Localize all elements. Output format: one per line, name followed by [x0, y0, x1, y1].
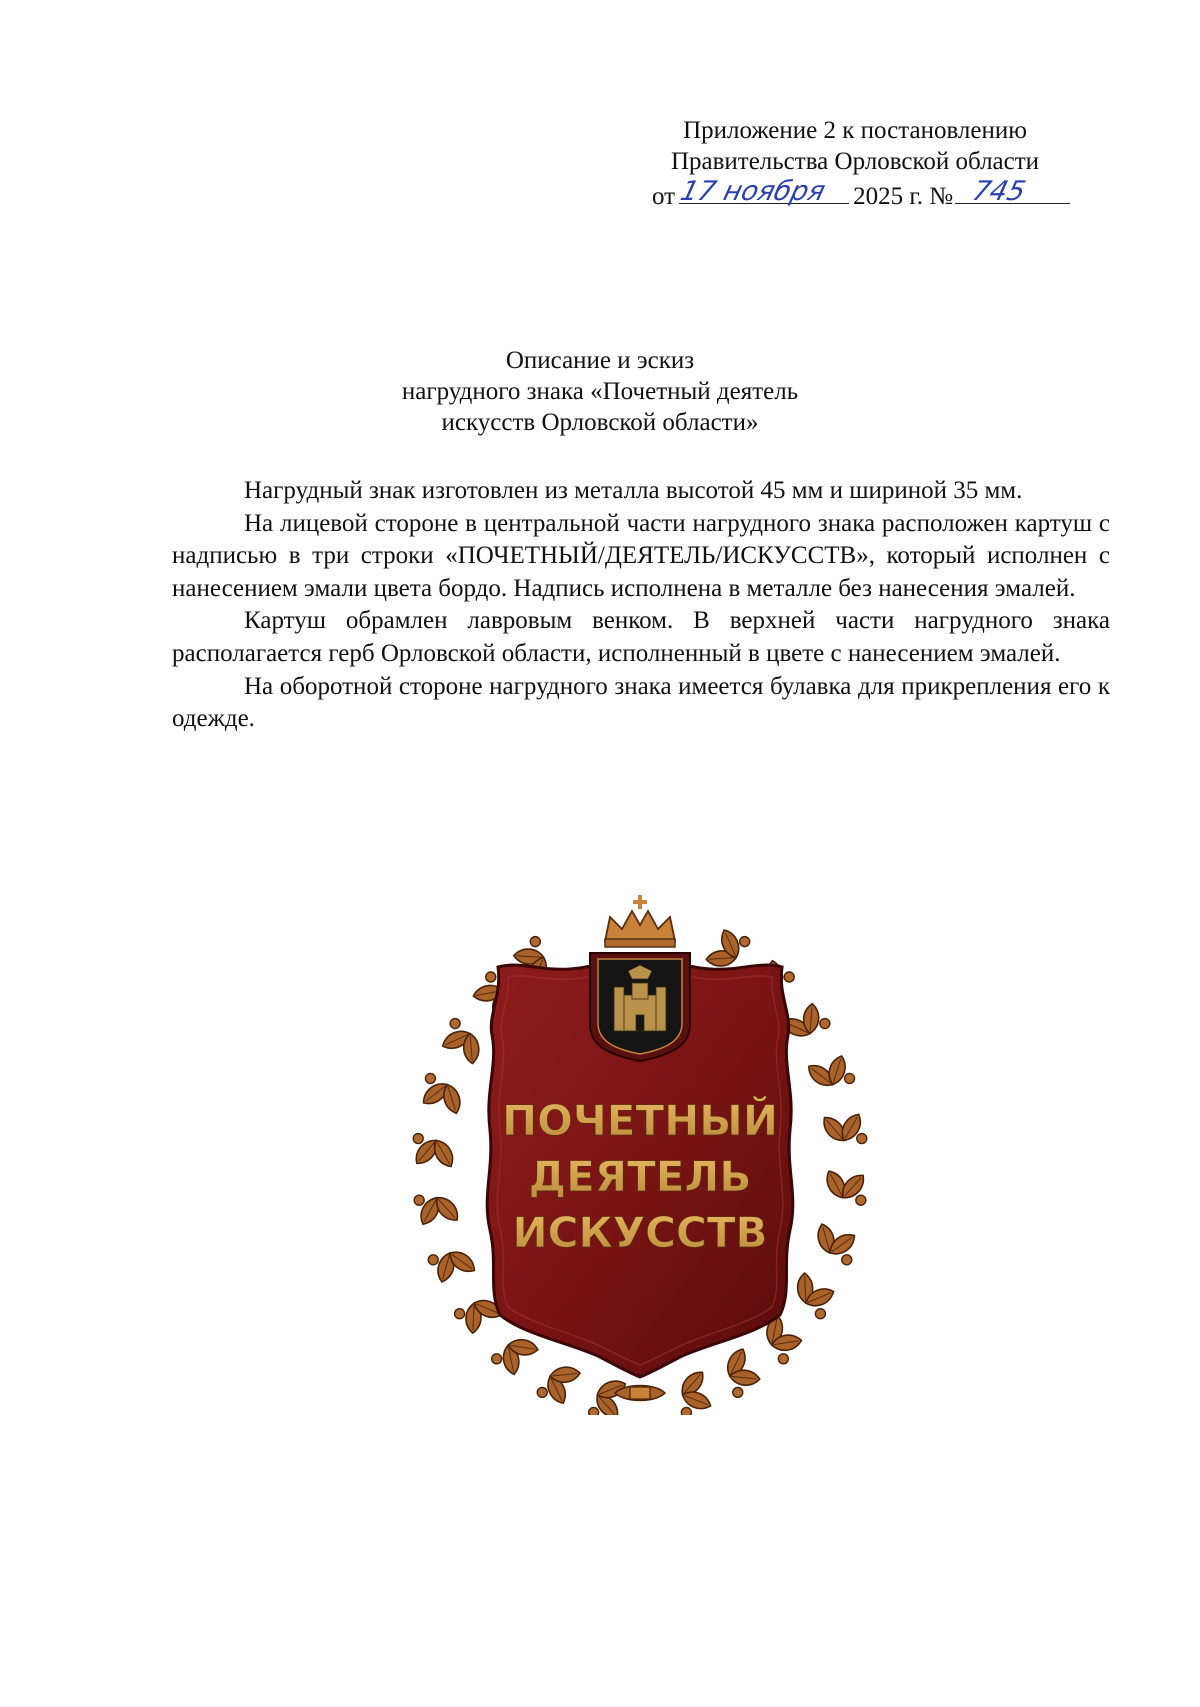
date-blank [677, 176, 849, 207]
appendix-line-2: Правительства Орловской области [670, 148, 1040, 175]
appendix-header [620, 115, 1090, 212]
laurel-berry [425, 1073, 435, 1083]
laurel-berry [589, 1407, 599, 1415]
coat-of-arms-shield [590, 953, 690, 1061]
number-blank [955, 176, 1070, 207]
laurel-berry [784, 972, 794, 982]
badge-image [410, 895, 870, 1415]
laurel-berry [413, 1134, 423, 1144]
title-line-2: нагрудного знака «Почетный деятель [401, 378, 799, 405]
laurel-berry [740, 937, 750, 947]
document-title [0, 345, 1200, 438]
title-line-3: искусств Орловской области» [441, 409, 759, 436]
laurel-berry [455, 1309, 465, 1319]
laurel-berry [815, 1309, 825, 1319]
laurel-berry [733, 1387, 743, 1397]
paragraph-reverse-side: На оборотной стороне нагрудного знака имеется булавка для прикрепления его к одежде. [172, 672, 1110, 733]
laurel-berry [820, 1019, 830, 1029]
crown [605, 895, 675, 947]
laurel-berry [414, 1195, 424, 1205]
wreath-bow [615, 1386, 665, 1401]
appendix-line-1: Приложение 2 к постановлению [683, 117, 1027, 144]
laurel-berry [492, 1354, 502, 1364]
laurel-berry [450, 1019, 460, 1029]
laurel-berry [486, 972, 496, 982]
laurel-berry [537, 1387, 547, 1397]
laurel-berry [845, 1073, 855, 1083]
title-line-1: Описание и эскиз [505, 347, 695, 374]
description-body [172, 475, 1110, 736]
paragraph-wreath: Картуш обрамлен лавровым венком. В верхней части нагрудного знака располагается герб Орловской области, исполненный в цвете с нанесением эмалей. [172, 607, 1110, 667]
laurel-berry [530, 937, 540, 947]
laurel-berry [857, 1134, 867, 1144]
badge-text-line-3: ИСКУССТВ [512, 1208, 768, 1257]
handwritten-date: 17 ноября [677, 176, 829, 207]
laurel-berry [778, 1354, 788, 1364]
badge-text-line-1: ПОЧЕТНЫЙ [502, 1096, 778, 1145]
date-prefix: от [652, 183, 676, 210]
handwritten-number: 745 [969, 176, 1029, 207]
badge-sketch [410, 895, 870, 1415]
year-text: 2025 г. № [853, 183, 954, 210]
laurel-berry [856, 1195, 866, 1205]
paragraph-front-side: На лицевой стороне в центральной части нагрудного знака расположен картуш с надписью в три строки «ПОЧЕТНЫЙ/ДЕЯТЕЛЬ/ИСКУССТВ», который исполнен с нанесением эмали цвета бордо. Надпись исполнена в металле без нанесения эмалей. [172, 509, 1110, 602]
paragraph-dimensions: Нагрудный знак изготовлен из металла высотой 45 мм и шириной 35 мм. [244, 477, 1023, 504]
laurel-berry [842, 1255, 852, 1265]
laurel-berry [428, 1255, 438, 1265]
badge-text-line-2: ДЕЯТЕЛЬ [528, 1152, 752, 1201]
appendix-date-line [620, 177, 1090, 212]
badge-inscription [502, 1095, 778, 1257]
laurel-berry [681, 1407, 691, 1415]
